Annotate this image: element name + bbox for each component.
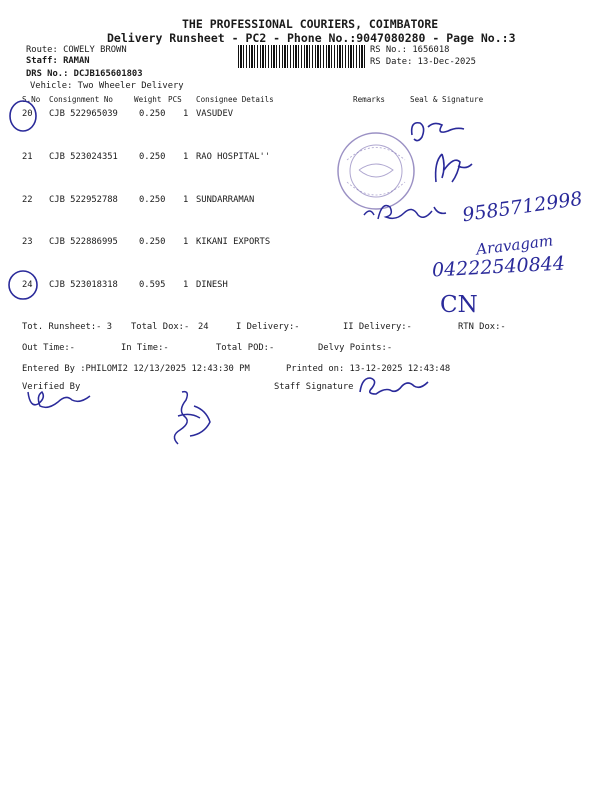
col-pcs: PCS — [168, 95, 182, 104]
tot-runsheet: Tot. Runsheet:- 3 — [22, 322, 113, 332]
verified-by-signature — [24, 384, 94, 414]
handwritten-name-2: Aravagam — [475, 231, 554, 259]
row-consignee: DINESH — [196, 280, 228, 290]
scribble-signature — [160, 386, 220, 452]
runsheet-title: Delivery Runsheet - PC2 - Phone No.:9047080280 - Page No.:3 — [107, 31, 516, 45]
total-pod: Total POD:- — [216, 343, 275, 353]
total-dox-value: 24 — [198, 322, 209, 332]
verified-by: Verified By — [22, 382, 81, 392]
row-weight: 0.250 — [139, 109, 166, 119]
barcode — [238, 45, 365, 68]
entered-by: Entered By :PHILOMI2 12/13/2025 12:43:30 PM — [22, 364, 250, 374]
in-time: In Time:- — [121, 343, 169, 353]
company-name: THE PROFESSIONAL COURIERS, COIMBATORE — [182, 17, 439, 31]
row-sno: 24 — [22, 280, 33, 290]
signature-row-20 — [408, 115, 468, 149]
row-consignment: CJB 522965039 — [49, 109, 118, 119]
handwritten-phone-1: 9585712998 — [461, 187, 584, 227]
col-weight: Weight — [134, 95, 162, 104]
staff-signature — [356, 372, 436, 398]
drs-number: DRS No.: DCJB165601803 — [26, 69, 143, 79]
i-delivery: I Delivery:- — [236, 322, 300, 332]
col-remarks: Remarks — [353, 95, 386, 104]
row-consignee: KIKANI EXPORTS — [196, 237, 271, 247]
printed-on: Printed on: 13-12-2025 12:43:48 — [286, 364, 451, 374]
handwritten-initials-3: CN — [440, 292, 478, 318]
rs-date: RS Date: 13-Dec-2025 — [370, 57, 476, 67]
table-row — [0, 280, 600, 292]
staff-signature-label: Staff Signature — [274, 382, 354, 392]
row-weight: 0.250 — [139, 237, 166, 247]
row-consignment: CJB 523018318 — [49, 280, 118, 290]
signature-row-22 — [360, 195, 460, 229]
rtn-dox: RTN Dox:- — [458, 322, 506, 332]
row-consignment: CJB 523024351 — [49, 152, 118, 162]
row-weight: 0.250 — [139, 152, 166, 162]
out-time: Out Time:- — [22, 343, 75, 353]
table-row — [0, 152, 600, 164]
circle-mark-24 — [5, 268, 41, 302]
handwritten-phone-2: 04222540844 — [431, 252, 566, 282]
col-sno: S.No — [22, 95, 41, 104]
delvy-points: Delvy Points:- — [318, 343, 393, 353]
row-sno: 22 — [22, 195, 33, 205]
row-pcs: 1 — [183, 280, 189, 290]
table-row — [0, 109, 600, 121]
row-sno: 20 — [22, 109, 33, 119]
row-consignment: CJB 522886995 — [49, 237, 118, 247]
row-consignee: SUNDARRAMAN — [196, 195, 255, 205]
row-consignee: VASUDEV — [196, 109, 234, 119]
vehicle-label: Vehicle: Two Wheeler Delivery — [30, 81, 184, 91]
row-pcs: 1 — [183, 195, 189, 205]
row-sno: 23 — [22, 237, 33, 247]
row-consignment: CJB 522952788 — [49, 195, 118, 205]
row-weight: 0.595 — [139, 280, 166, 290]
staff-label: Staff: RAMAN — [26, 56, 90, 66]
row-sno: 21 — [22, 152, 33, 162]
signature-row-21 — [428, 148, 478, 188]
col-seal: Seal & Signature — [410, 95, 484, 104]
circle-mark-20 — [6, 98, 40, 134]
route-label: Route: COWELY BROWN — [26, 45, 127, 55]
rs-number: RS No.: 1656018 — [370, 45, 450, 55]
row-pcs: 1 — [183, 109, 189, 119]
col-consignee: Consignee Details — [196, 95, 274, 104]
col-consignment: Consignment No — [49, 95, 114, 104]
ii-delivery: II Delivery:- — [343, 322, 412, 332]
row-pcs: 1 — [183, 237, 189, 247]
total-dox-label: Total Dox:- — [131, 322, 190, 332]
row-pcs: 1 — [183, 152, 189, 162]
row-weight: 0.250 — [139, 195, 166, 205]
row-consignee: RAO HOSPITAL'' — [196, 152, 271, 162]
